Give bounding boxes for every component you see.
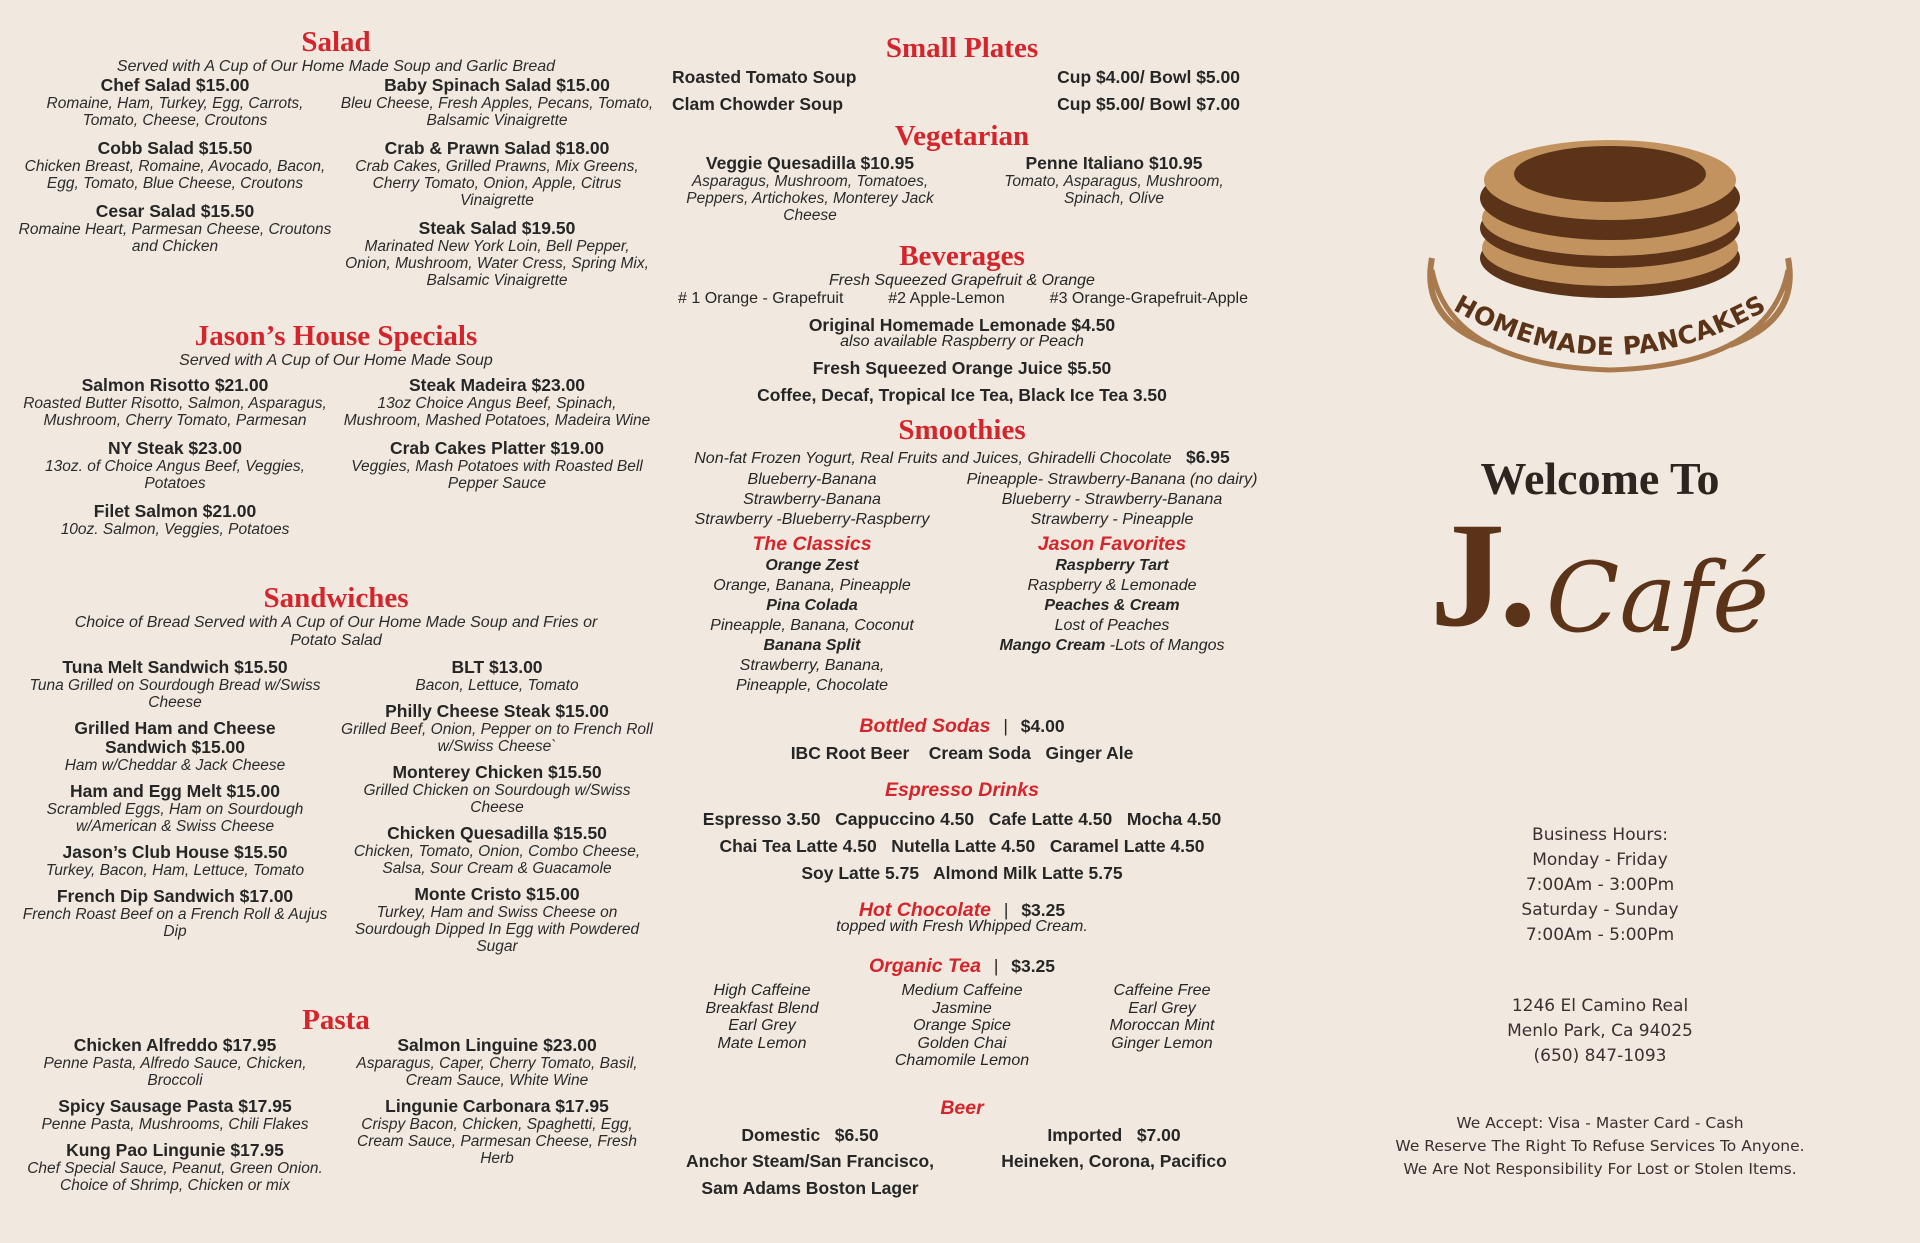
menu-item — [18, 139, 332, 192]
tea-item: Earl Grey — [728, 1017, 796, 1034]
menu-item — [966, 154, 1262, 224]
beer-item: Anchor Steam/San Francisco, — [686, 1151, 934, 1171]
item-name: Baby Spinach Salad $15.00 — [384, 75, 610, 95]
item-desc: Penne Pasta, Mushrooms, Chili Flakes — [41, 1116, 309, 1133]
item-name: Grilled Ham and Cheese Sandwich $15.00 — [74, 718, 276, 757]
item-name: Philly Cheese Steak $15.00 — [385, 701, 609, 721]
item-desc: Chicken, Tomato, Onion, Combo Cheese, Salsa, Sour Cream & Guacamole — [353, 843, 641, 877]
pasta-title: Pasta — [302, 1004, 370, 1036]
sodas-price: $4.00 — [1020, 716, 1065, 736]
item-name: NY Steak $23.00 — [108, 438, 242, 458]
item-name: Salmon Linguine $23.00 — [397, 1035, 597, 1055]
item-name: Crab Cakes Platter $19.00 — [389, 438, 605, 458]
menu-item — [340, 658, 654, 694]
policy-line: We Accept: Visa - Master Card - Cash — [1456, 1114, 1744, 1132]
tea-item: Chamomile Lemon — [894, 1052, 1030, 1069]
salad-subtitle: Served with A Cup of Our Home Made Soup and Garlic Bread — [116, 58, 556, 75]
item-desc: Asparagus, Mushroom, Tomatoes, Peppers, Artichokes, Monterey Jack Cheese — [686, 173, 934, 224]
beer-imported: Imported $7.00 — [1047, 1125, 1181, 1145]
smoothie-option: Pineapple- Strawberry-Banana (no dairy) — [966, 471, 1258, 488]
small-plates-title: Small Plates — [885, 32, 1039, 64]
organic-tea-section — [662, 954, 1262, 1070]
item-name: Veggie Quesadilla $10.95 — [705, 153, 915, 173]
specials-title: Jason’s House Specials — [194, 320, 478, 352]
classic-name: Banana Split — [763, 637, 861, 654]
item-name: Salmon Risotto $21.00 — [81, 375, 269, 395]
lemonade-note: also available Raspberry or Peach — [840, 333, 1084, 350]
organic-tea-title: Organic Tea — [868, 955, 981, 977]
item-name: Tuna Melt Sandwich $15.50 — [62, 657, 288, 677]
beverages-subtitle: Fresh Squeezed Grapefruit & Orange — [829, 272, 1095, 289]
vegetarian-title: Vegetarian — [894, 120, 1030, 152]
hours-line: Business Hours: — [1532, 825, 1668, 845]
business-hours — [1380, 823, 1820, 948]
item-desc: Scrambled Eggs, Ham on Sourdough w/American & Swiss Cheese — [46, 801, 304, 835]
menu-item — [340, 439, 654, 492]
address-line: 1246 El Camino Real — [1511, 996, 1689, 1016]
tea-item: High Caffeine — [713, 982, 811, 999]
small-plate-name: Roasted Tomato Soup — [672, 67, 857, 87]
item-desc: Marinated New York Loin, Bell Pepper, Onion, Mushroom, Water Cress, Spring Mix, Balsamic Vinaigrette — [345, 238, 649, 289]
item-desc: Tomato, Asparagus, Mushroom, Spinach, Olive — [1004, 173, 1224, 207]
item-name: Crab & Prawn Salad $18.00 — [384, 138, 610, 158]
brand-cafe: Café — [1546, 542, 1770, 654]
smoothies-title: Smoothies — [898, 414, 1026, 446]
item-desc: Roasted Butter Risotto, Salmon, Asparagus, Mushroom, Cherry Tomato, Parmesan — [23, 395, 327, 429]
item-name: Spicy Sausage Pasta $17.95 — [58, 1096, 292, 1116]
welcome-heading: Welcome To — [1480, 453, 1720, 504]
tea-item: Earl Grey — [1128, 999, 1196, 1017]
hot-chocolate-title: Hot Chocolate — [858, 899, 992, 921]
smoothie-option: Strawberry - Pineapple — [1030, 511, 1194, 528]
item-desc: Romaine, Ham, Turkey, Egg, Carrots, Tomato, Cheese, Croutons — [46, 95, 304, 129]
item-desc: Tuna Grilled on Sourdough Bread w/Swiss Cheese — [29, 677, 321, 711]
pasta-section — [18, 1004, 654, 1202]
item-name: BLT $13.00 — [451, 657, 543, 677]
brand-letter: J. — [1430, 492, 1531, 658]
tea-item: Golden Chai — [917, 1034, 1007, 1052]
favorite-name: Peaches & Cream — [1044, 597, 1180, 614]
item-desc: 13oz. of Choice Angus Beef, Veggies, Potatoes — [45, 458, 305, 492]
menu-item — [340, 76, 654, 129]
espresso-line: Chai Tea Latte 4.50 Nutella Latte 4.50 Caramel Latte 4.50 — [719, 836, 1205, 856]
item-name: Chicken Alfreddo $17.95 — [73, 1035, 277, 1055]
item-name: Cobb Salad $15.50 — [97, 138, 253, 158]
item-desc: 10oz. Salmon, Veggies, Potatoes — [60, 521, 290, 538]
specials-section — [18, 320, 654, 548]
item-name: Steak Salad $19.50 — [418, 218, 576, 238]
favorite-desc: Raspberry & Lemonade — [1027, 577, 1197, 594]
brand-wordmark — [1380, 492, 1820, 680]
classic-desc: Strawberry, Banana, Pineapple, Chocolate — [735, 657, 889, 694]
beer-title: Beer — [940, 1097, 984, 1119]
policy-line: We Are Not Responsibility For Lost or Stolen Items. — [1403, 1160, 1797, 1178]
tea-item: Medium Caffeine — [901, 982, 1023, 999]
espresso-line: Soy Latte 5.75 Almond Milk Latte 5.75 — [801, 863, 1123, 883]
menu-item — [18, 887, 332, 940]
tea-item: Mate Lemon — [717, 1034, 807, 1052]
sodas-section — [662, 714, 1262, 765]
espresso-section — [662, 778, 1262, 887]
beer-item: Sam Adams Boston Lager — [701, 1178, 919, 1198]
smoothies-price: $6.95 — [1185, 447, 1230, 467]
classic-desc: Orange, Banana, Pineapple — [713, 577, 911, 594]
item-desc: Veggies, Mash Potatoes with Roasted Bell Pepper Sauce — [351, 458, 643, 492]
vegetarian-section — [662, 120, 1262, 234]
menu-item — [18, 1036, 332, 1089]
item-name: Lingunie Carbonara $17.95 — [385, 1096, 609, 1116]
menu-item — [340, 702, 654, 755]
menu-item — [340, 824, 654, 877]
item-name: Jason’s Club House $15.50 — [62, 842, 288, 862]
salad-title: Salad — [301, 26, 371, 58]
juice-option: #3 Orange-Grapefruit-Apple — [1049, 290, 1248, 307]
classic-name: Pina Colada — [766, 597, 858, 614]
beer-section — [662, 1096, 1262, 1202]
hot-chocolate-price: $3.25 — [1021, 900, 1066, 920]
item-name: Chicken Quesadilla $15.50 — [387, 823, 607, 843]
item-name: Monte Cristo $15.00 — [414, 884, 580, 904]
pancake-stack-icon — [1420, 120, 1800, 380]
favorite-name: Raspberry Tart — [1055, 557, 1169, 574]
item-name: Penne Italiano $10.95 — [1025, 153, 1203, 173]
item-desc: Bacon, Lettuce, Tomato — [415, 677, 579, 694]
menu-item — [18, 439, 332, 492]
sodas-list: IBC Root Beer Cream Soda Ginger Ale — [790, 743, 1134, 763]
orange-juice: Fresh Squeezed Orange Juice $5.50 — [812, 358, 1112, 378]
menu-item — [18, 202, 332, 255]
smoothies-section — [662, 414, 1262, 696]
item-desc: Chef Special Sauce, Peanut, Green Onion. Choice of Shrimp, Chicken or mix — [27, 1160, 323, 1194]
espresso-title: Espresso Drinks — [885, 779, 1039, 801]
menu-item — [18, 843, 332, 879]
beer-item: Heineken, Corona, Pacifico — [1001, 1151, 1227, 1171]
smoothie-option: Strawberry -Blueberry-Raspberry — [694, 511, 930, 528]
menu-item — [18, 658, 332, 711]
item-desc: Turkey, Ham and Swiss Cheese on Sourdough Dipped In Egg with Powdered Sugar — [354, 904, 640, 955]
classic-desc: Pineapple, Banana, Coconut — [710, 617, 914, 634]
item-name: Steak Madeira $23.00 — [408, 375, 586, 395]
hot-chocolate-note: topped with Fresh Whipped Cream. — [836, 918, 1088, 935]
hours-line: Saturday - Sunday — [1521, 900, 1679, 920]
espresso-line: Espresso 3.50 Cappuccino 4.50 Cafe Latte 4.50 Mocha 4.50 — [702, 809, 1222, 829]
beverages-section — [662, 240, 1262, 407]
item-name: Chef Salad $15.00 — [100, 75, 250, 95]
menu-item — [18, 1097, 332, 1133]
menu-item — [18, 76, 332, 129]
beverages-title: Beverages — [899, 240, 1025, 272]
salad-section — [18, 26, 654, 299]
hours-line: 7:00Am - 5:00Pm — [1525, 925, 1675, 945]
menu-item — [18, 1141, 332, 1194]
logo-text: HOMEMADE PANCAKES — [1449, 289, 1771, 362]
hot-chocolate-separator: | — [1003, 900, 1009, 920]
small-plate-price: Cup $4.00/ Bowl $5.00 — [1057, 67, 1240, 87]
juice-option: #2 Apple-Lemon — [888, 290, 1005, 307]
item-name: Cesar Salad $15.50 — [95, 201, 255, 221]
item-desc: Grilled Chicken on Sourdough w/Swiss Cheese — [363, 782, 631, 816]
hot-chocolate-section — [662, 898, 1262, 936]
item-desc: Romaine Heart, Parmesan Cheese, Croutons and Chicken — [18, 221, 332, 255]
item-name: French Dip Sandwich $17.00 — [56, 886, 294, 906]
pancake-logo — [1420, 120, 1800, 380]
menu-item — [18, 376, 332, 429]
item-desc: Penne Pasta, Alfredo Sauce, Chicken, Broccoli — [43, 1055, 307, 1089]
menu-item — [18, 719, 332, 774]
favorite-name: Mango Cream — [999, 637, 1106, 654]
small-plate-name: Clam Chowder Soup — [672, 94, 844, 114]
item-desc: Bleu Cheese, Fresh Apples, Pecans, Tomato, Balsamic Vinaigrette — [340, 95, 654, 129]
juice-option: # 1 Orange - Grapefruit — [678, 290, 844, 307]
menu-item — [662, 154, 958, 224]
sodas-separator: | — [1003, 716, 1008, 736]
sodas-title: Bottled Sodas — [859, 715, 991, 737]
beer-domestic: Domestic $6.50 — [741, 1125, 879, 1145]
item-name: Monterey Chicken $15.50 — [392, 762, 602, 782]
tea-item: Orange Spice — [913, 1017, 1011, 1034]
address-block — [1380, 994, 1820, 1069]
menu-item — [340, 376, 654, 429]
item-name: Ham and Egg Melt $15.00 — [69, 781, 281, 801]
policy-block — [1360, 1112, 1840, 1181]
classic-name: Orange Zest — [765, 557, 859, 574]
phone-number: (650) 847-1093 — [1533, 1046, 1667, 1066]
item-desc: Grilled Beef, Onion, Pepper on to French Roll w/Swiss Cheese` — [341, 721, 653, 755]
item-desc: 13oz Choice Angus Beef, Spinach, Mushroom, Mashed Potatoes, Madeira Wine — [343, 395, 651, 429]
menu-item — [340, 219, 654, 289]
item-desc: French Roast Beef on a French Roll & Aujus Dip — [22, 906, 328, 940]
item-desc: Turkey, Bacon, Ham, Lettuce, Tomato — [45, 862, 305, 879]
tea-item: Caffeine Free — [1113, 982, 1211, 999]
hours-line: 7:00Am - 3:00Pm — [1525, 875, 1675, 895]
menu-item — [18, 502, 332, 538]
smoothie-option: Strawberry-Banana — [743, 491, 881, 508]
menu-item — [340, 1097, 654, 1167]
organic-tea-price: $3.25 — [1011, 956, 1056, 976]
menu-item — [18, 782, 332, 835]
item-desc: Ham w/Cheddar & Jack Cheese — [64, 757, 286, 774]
sandwiches-section — [18, 582, 654, 963]
small-plate-row — [662, 91, 1262, 118]
favorites-title: Jason Favorites — [1037, 533, 1187, 555]
tea-item: Jasmine — [932, 999, 992, 1017]
specials-subtitle: Served with A Cup of Our Home Made Soup — [179, 352, 493, 369]
favorite-desc: Lost of Peaches — [1054, 617, 1170, 634]
tea-item: Moroccan Mint — [1109, 1017, 1215, 1034]
item-desc: Crispy Bacon, Chicken, Spaghetti, Egg, Cream Sauce, Parmesan Cheese, Fresh Herb — [357, 1116, 637, 1167]
hours-line: Monday - Friday — [1532, 850, 1668, 870]
policy-line: We Reserve The Right To Refuse Services To Anyone. — [1395, 1137, 1805, 1155]
item-name: Kung Pao Lingunie $17.95 — [66, 1140, 284, 1160]
small-plate-price: Cup $5.00/ Bowl $7.00 — [1057, 94, 1240, 114]
sandwiches-subtitle: Choice of Bread Served with A Cup of Our Home Made Soup and Fries or Potato Salad — [74, 614, 598, 649]
organic-tea-separator: | — [993, 956, 999, 976]
coffee-tea: Coffee, Decaf, Tropical Ice Tea, Black Ice Tea 3.50 — [757, 385, 1167, 405]
tea-caffeine-free — [1062, 982, 1262, 1070]
item-name: Filet Salmon $21.00 — [93, 501, 257, 521]
menu-item — [340, 885, 654, 955]
menu-item — [340, 763, 654, 816]
menu-item — [340, 139, 654, 209]
address-line: Menlo Park, Ca 94025 — [1507, 1021, 1693, 1041]
menu-item — [340, 1036, 654, 1089]
tea-item: Ginger Lemon — [1111, 1034, 1213, 1052]
item-desc: Asparagus, Caper, Cherry Tomato, Basil, Cream Sauce, White Wine — [356, 1055, 638, 1089]
tea-medium-caffeine — [862, 982, 1062, 1070]
lemonade: Original Homemade Lemonade $4.50 — [808, 315, 1116, 335]
sandwiches-title: Sandwiches — [263, 582, 409, 614]
tea-item: Breakfast Blend — [705, 999, 819, 1017]
favorite-desc: -Lots of Mangos — [1105, 637, 1225, 654]
tea-high-caffeine — [662, 982, 862, 1070]
smoothies-intro: Non-fat Frozen Yogurt, Real Fruits and Juices, Ghiradelli Chocolate — [694, 450, 1172, 467]
item-desc: Crab Cakes, Grilled Prawns, Mix Greens, Cherry Tomato, Onion, Apple, Citrus Vinaigrette — [355, 158, 639, 209]
small-plate-row — [662, 64, 1262, 91]
small-plates-section — [662, 32, 1262, 118]
item-desc: Chicken Breast, Romaine, Avocado, Bacon, Egg, Tomato, Blue Cheese, Croutons — [24, 158, 326, 192]
smoothie-option: Blueberry-Banana — [747, 471, 877, 488]
classics-title: The Classics — [752, 533, 872, 555]
smoothie-option: Blueberry - Strawberry-Banana — [1001, 491, 1223, 508]
